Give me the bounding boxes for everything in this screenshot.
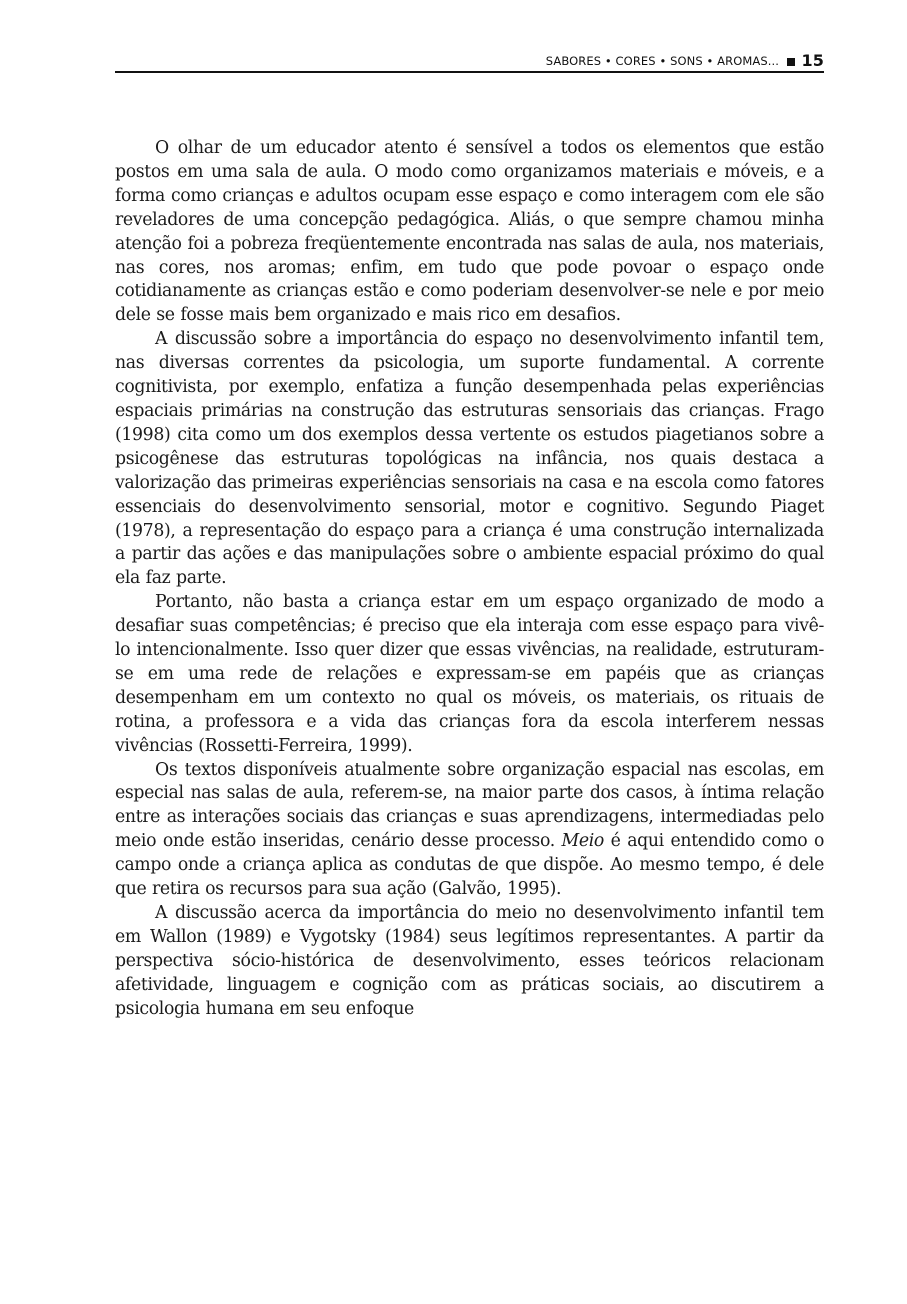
paragraph: A discussão acerca da importância do meio no desenvolvimento infantil tem em Wallon (1989) e Vygotsky (1984) seus legítimos representantes. A partir da perspectiva sócio-histórica de desenvolvimento, esses teóricos relacionam afetividade, linguagem e cognição com as práticas sociais, ao discutirem a psicologia humana em seu enfoque [115, 903, 824, 1019]
paragraph: O olhar de um educador atento é sensível a todos os elementos que estão postos em uma sala de aula. O modo como organizamos materiais e móveis, e a forma como crianças e adultos ocupam esse espaço e como interagem com ele são reveladores de uma concepção pedagógica. Aliás, o que sempre chamou minha atenção foi a pobreza freqüentemente encontrada nas salas de aula, nos materiais, nas cores, nos aromas; enfim, em tudo que pode povoar o espaço onde cotidianamente as crianças estão e como poderiam desenvolver-se nele e por meio dele se fosse mais bem organizado e mais rico em desafios. [115, 138, 824, 326]
running-header [115, 50, 824, 72]
body-text [115, 137, 824, 1022]
paragraph: Portanto, não basta a criança estar em um espaço organizado de modo a desafiar suas competências; é preciso que ela interaja com esse espaço para vivê-lo intencionalmente. Isso quer dizer que essas vivências, na realidade, estruturam-se em uma rede de relações e expressam-se em papéis que as crianças desempenham em um contexto no qual os móveis, os materiais, os rituais de rotina, a professora e a vida das crianças fora da escola interferem nessas vivências (Rossetti-Ferreira, 1999). [115, 592, 824, 756]
paragraph-text: Os textos disponíveis atualmente sobre organização espacial nas escolas, em especial nas salas de aula, referem-se, na maior parte dos casos, à íntima relação entre as interações sociais das crianças e suas aprendizagens, intermediadas pelo meio onde estão inseridas, cenário desse processo. [115, 759, 824, 852]
header-rule [115, 71, 824, 73]
italic-term: Meio [561, 831, 604, 852]
paragraph: A discussão sobre a importância do espaço no desenvolvimento infantil tem, nas diversas correntes da psicologia, um suporte fundamental. A corrente cognitivista, por exemplo, enfatiza a função desempenhada pelas experiências espaciais primárias na construção das estruturas sensoriais das crianças. Frago (1998) cita como um dos exemplos dessa vertente os estudos piagetianos sobre a psicogênese das estruturas topológicas na infância, nos quais destaca a valorização das primeiras experiências sensoriais na casa e na escola como fatores essenciais do desenvolvimento sensorial, motor e cognitivo. Segundo Piaget (1978), a representação do espaço para a criança é uma construção internalizada a partir das ações e das manipulações sobre o ambiente espacial próximo do qual ela faz parte. [115, 329, 824, 589]
paragraph-text: é aqui entendido como o campo onde a criança aplica as condutas de que dispõe. Ao mesmo tempo, é dele que retira os recursos para sua ação (Galvão, 1995). [115, 831, 825, 900]
square-bullet-icon [787, 58, 795, 66]
paragraph [115, 759, 824, 902]
page-number: 15 [801, 51, 824, 70]
running-header-title: SABORES • CORES • SONS • AROMAS... [545, 54, 779, 68]
